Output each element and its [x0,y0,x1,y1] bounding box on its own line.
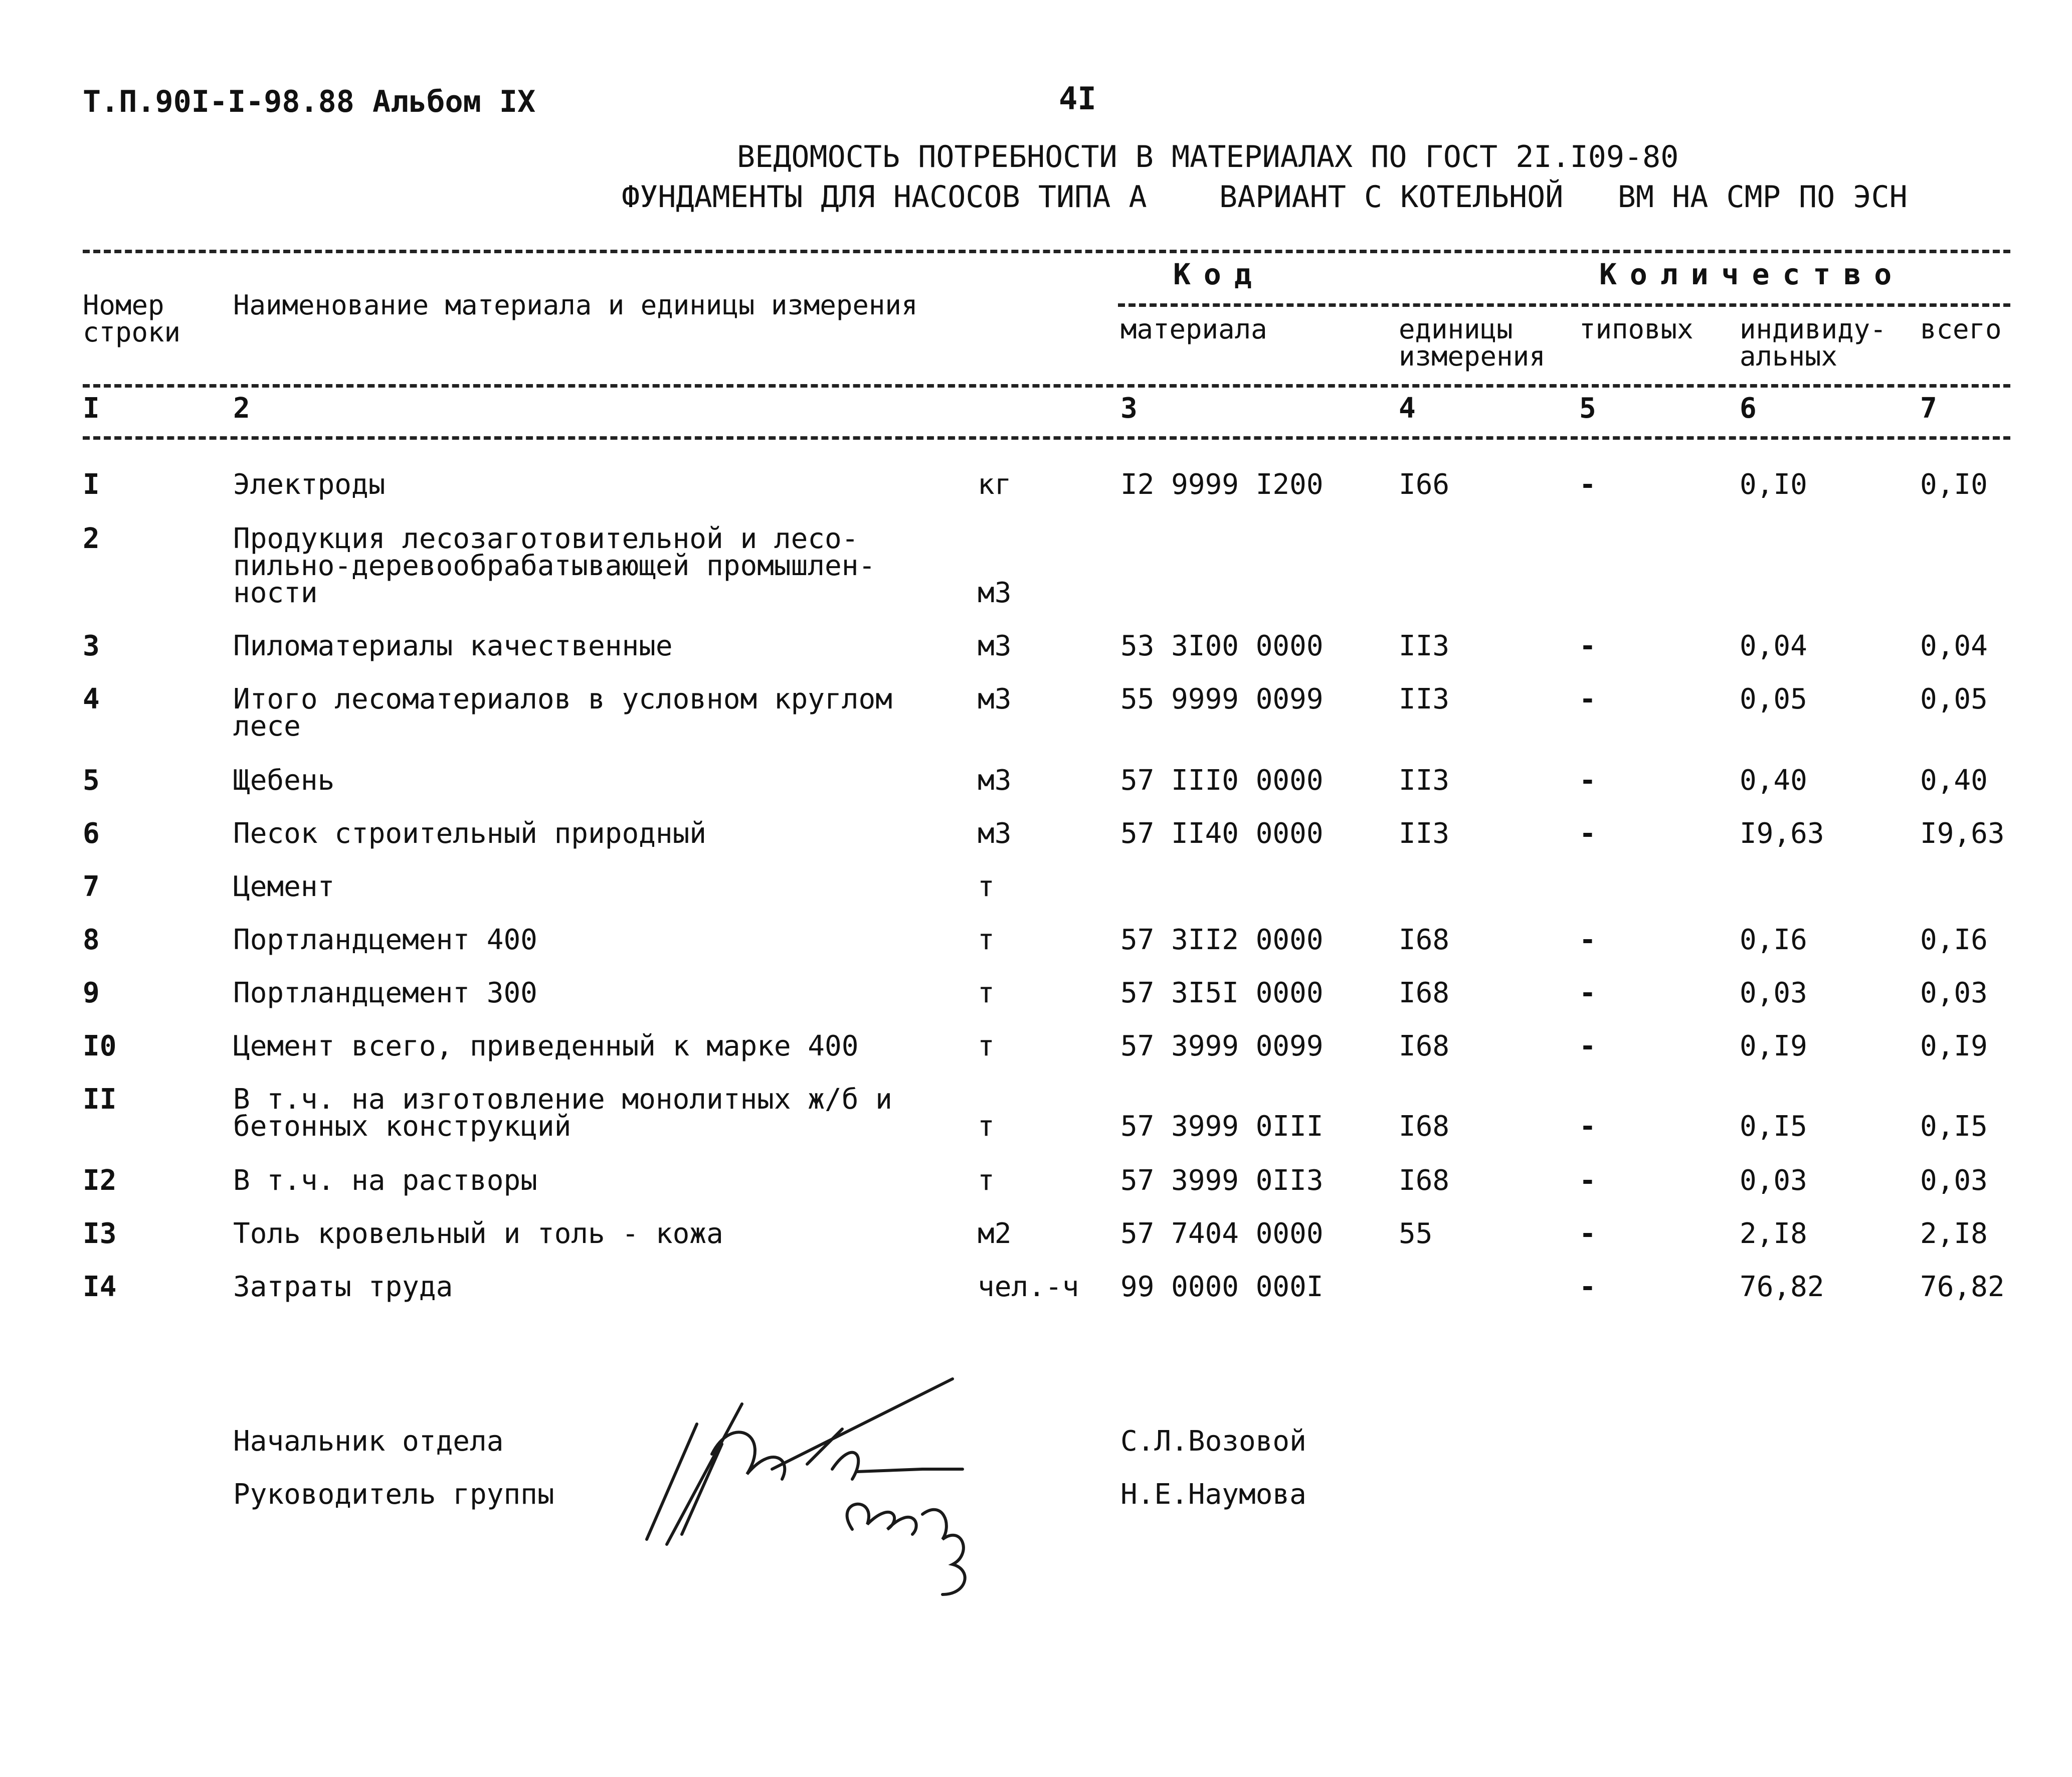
material-name: Толь кровельный и толь - кожа [233,1217,723,1250]
material-name: В т.ч. на растворы [233,1164,537,1197]
material-code: 99 0000 000I [1120,1271,1324,1303]
material-name: Цемент [233,870,335,903]
column-number: 5 [1579,392,1596,425]
header-row-number: Номер строки [83,289,181,348]
header-individual: индивиду- альных [1740,313,1887,372]
row-number: I0 [83,1030,117,1062]
column-number: 3 [1120,392,1138,425]
typical-quantity: - [1579,1271,1596,1303]
unit-code: I68 [1399,1164,1450,1197]
material-code: 57 3999 0III [1120,1110,1324,1143]
unit-code: II3 [1399,630,1450,662]
unit-of-measure: м2 [978,1217,1012,1250]
typical-quantity: - [1579,1164,1596,1197]
unit-code: I68 [1399,1110,1450,1143]
material-name: Затраты труда [233,1271,453,1303]
individual-quantity: I9,63 [1740,817,1824,850]
column-number: I [83,392,100,425]
code-group-rule [1118,303,2010,307]
material-code: 57 III0 0000 [1120,764,1324,797]
individual-quantity: 76,82 [1740,1271,1824,1303]
page-number: 4I [1059,80,1096,117]
unit-of-measure: чел.-ч [978,1271,1079,1303]
individual-quantity: 0,04 [1740,630,1807,662]
unit-of-measure: м3 [978,577,1012,609]
material-name: Электроды [233,468,386,501]
header-rule [83,384,2010,388]
total-quantity: 0,40 [1920,764,1988,797]
individual-quantity: 0,05 [1740,683,1807,716]
individual-quantity: 0,I6 [1740,924,1807,956]
typical-quantity: - [1579,1030,1596,1062]
header-code-group: Код [1173,257,1265,291]
unit-of-measure: т [978,924,995,956]
typical-quantity: - [1579,1217,1596,1250]
row-number: 4 [83,683,100,716]
document-subtitle: ФУНДАМЕНТЫ ДЛЯ НАСОСОВ ТИПА А ВАРИАНТ С КОТЕЛЬНОЙ ВМ НА СМР ПО ЭСН [622,180,1908,215]
total-quantity: I9,63 [1920,817,2005,850]
individual-quantity: 0,40 [1740,764,1807,797]
row-number: 2 [83,522,100,555]
unit-of-measure: т [978,1164,995,1197]
individual-quantity: 0,03 [1740,977,1807,1009]
material-name: Портландцемент 300 [233,977,537,1009]
header-code-unit: единицы измерения [1399,313,1546,372]
material-name: Продукция лесозаготовительной и лесо- пильно-деревообрабатывающей промышлен- ности [233,522,876,609]
unit-code: I68 [1399,1030,1450,1062]
header-code-material: материала [1120,313,1267,345]
signature-name-department-head: С.Л.Возовой [1120,1425,1306,1458]
material-code: 55 9999 0099 [1120,683,1324,716]
row-number: II [83,1083,117,1116]
material-name: Итого лесоматериалов в условном круглом лесе [233,683,892,743]
unit-of-measure: т [978,1110,995,1143]
individual-quantity: 0,I9 [1740,1030,1807,1062]
typical-quantity: - [1579,1110,1596,1143]
unit-code: II3 [1399,817,1450,850]
material-name: Цемент всего, приведенный к марке 400 [233,1030,859,1062]
material-name: Портландцемент 400 [233,924,537,956]
row-number: 5 [83,764,100,797]
row-number: I [83,468,100,501]
material-code: 57 3II2 0000 [1120,924,1324,956]
table-top-rule [83,250,2010,253]
typical-quantity: - [1579,817,1596,850]
unit-code: I66 [1399,468,1450,501]
material-name: Пиломатериалы качественные [233,630,673,662]
signature-name-group-lead: Н.Е.Наумова [1120,1478,1306,1511]
unit-of-measure: т [978,977,995,1009]
total-quantity: 0,04 [1920,630,1988,662]
column-number: 2 [233,392,250,425]
row-number: I3 [83,1217,117,1250]
unit-code: 55 [1399,1217,1433,1250]
material-code: 57 7404 0000 [1120,1217,1324,1250]
individual-quantity: 0,03 [1740,1164,1807,1197]
material-code: 57 3999 0II3 [1120,1164,1324,1197]
unit-of-measure: м3 [978,764,1012,797]
unit-of-measure: т [978,870,995,903]
typical-quantity: - [1579,764,1596,797]
row-number: 8 [83,924,100,956]
unit-of-measure: кг [978,468,1012,501]
typical-quantity: - [1579,924,1596,956]
typical-quantity: - [1579,630,1596,662]
document-title: ВЕДОМОСТЬ ПОТРЕБНОСТИ В МАТЕРИАЛАХ ПО ГОСТ 2I.I09-80 [737,139,1679,174]
header-typical: типовых [1579,313,1693,345]
header-material-name: Наименование материала и единицы измерения [233,289,918,321]
typical-quantity: - [1579,977,1596,1009]
total-quantity: 0,03 [1920,1164,1988,1197]
row-number: 6 [83,817,100,850]
total-quantity: 76,82 [1920,1271,2005,1303]
column-number: 4 [1399,392,1416,425]
unit-code: I68 [1399,924,1450,956]
row-number: I4 [83,1271,117,1303]
unit-code: I68 [1399,977,1450,1009]
header-quantity-group: Количество [1599,257,1905,291]
individual-quantity: 0,I5 [1740,1110,1807,1143]
typical-quantity: - [1579,683,1596,716]
signature-role-department-head: Начальник отдела [233,1425,504,1458]
header-total: всего [1920,313,2002,345]
unit-of-measure: т [978,1030,995,1062]
document-reference: Т.П.90I-I-98.88 Альбом IX [83,84,536,119]
material-name: В т.ч. на изготовление монолитных ж/б и бетонных конструкций [233,1083,892,1143]
handwritten-signature [642,1374,1023,1605]
unit-code: II3 [1399,683,1450,716]
total-quantity: 2,I8 [1920,1217,1988,1250]
unit-code: II3 [1399,764,1450,797]
typical-quantity: - [1579,468,1596,501]
row-number: 9 [83,977,100,1009]
unit-of-measure: м3 [978,817,1012,850]
unit-of-measure: м3 [978,683,1012,716]
column-number: 6 [1740,392,1757,425]
total-quantity: 0,05 [1920,683,1988,716]
individual-quantity: 0,I0 [1740,468,1807,501]
unit-of-measure: м3 [978,630,1012,662]
signature-role-group-lead: Руководитель группы [233,1478,554,1511]
row-number: 7 [83,870,100,903]
material-code: 57 II40 0000 [1120,817,1324,850]
total-quantity: 0,I5 [1920,1110,1988,1143]
material-code: 57 3999 0099 [1120,1030,1324,1062]
material-code: 57 3I5I 0000 [1120,977,1324,1009]
material-code: 53 3I00 0000 [1120,630,1324,662]
material-name: Щебень [233,764,335,797]
column-numbers-rule [83,436,2010,440]
column-number: 7 [1920,392,1937,425]
total-quantity: 0,I9 [1920,1030,1988,1062]
material-code: I2 9999 I200 [1120,468,1324,501]
material-name: Песок строительный природный [233,817,707,850]
row-number: 3 [83,630,100,662]
total-quantity: 0,03 [1920,977,1988,1009]
total-quantity: 0,I0 [1920,468,1988,501]
individual-quantity: 2,I8 [1740,1217,1807,1250]
total-quantity: 0,I6 [1920,924,1988,956]
row-number: I2 [83,1164,117,1197]
